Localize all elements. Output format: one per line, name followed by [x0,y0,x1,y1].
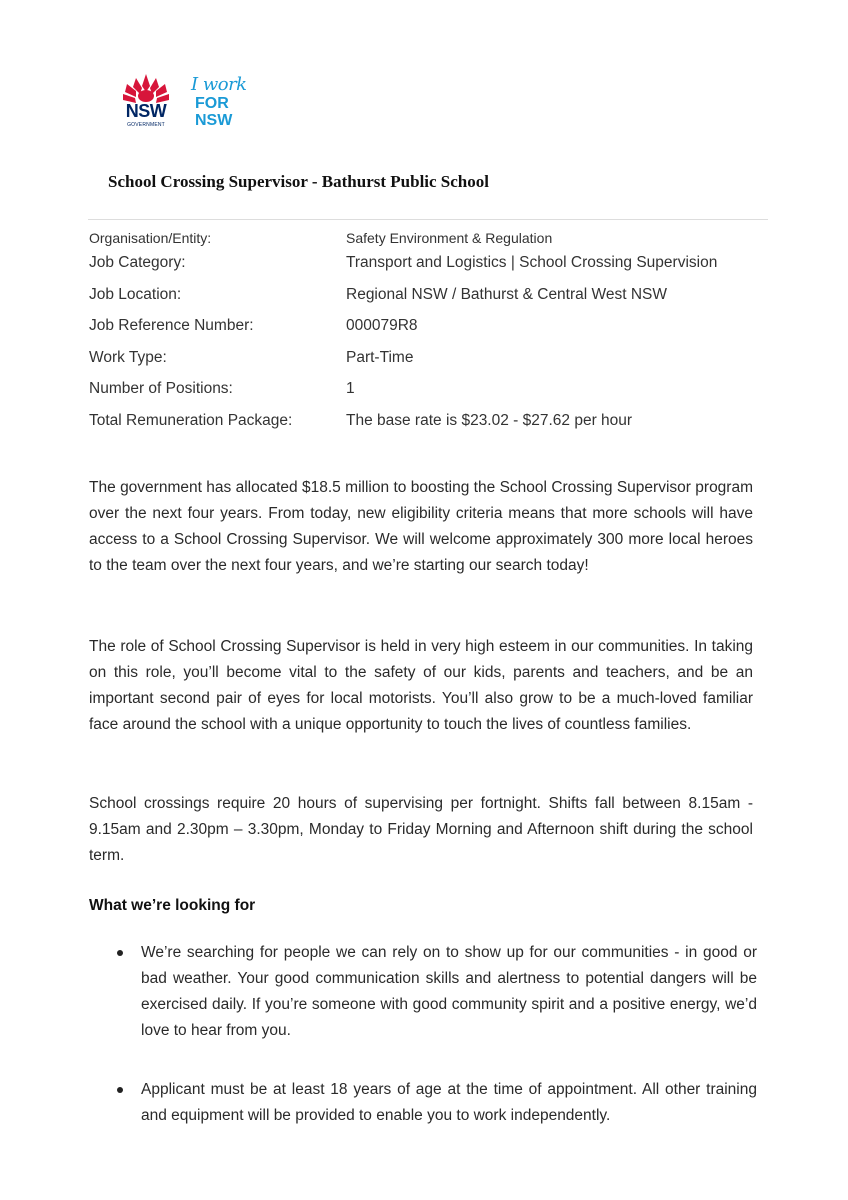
detail-label: Work Type: [89,348,167,366]
detail-row-organisation [89,230,769,254]
detail-row-category [89,254,769,286]
list-item [117,1077,757,1129]
paragraph-hours: School crossings require 20 hours of supervising per fortnight. Shifts fall between 8.15am - 9.15am and 2.30pm – 3.30pm, Monday to Friday Morning and Afternoon shift during the school term. [89,795,753,864]
list-item-text: We’re searching for people we can rely on to show up for our communities - in good or bad weather. Your good communication skills and alertness to potential dangers will be exercised daily. If you’re someone with good community spirit and a positive energy, we’d love to hear from you. [141,944,757,1039]
detail-value: 000079R8 [346,317,418,334]
bullet-icon [117,950,123,956]
list-item-text: Applicant must be at least 18 years of age at the time of appointment. All other training and equipment will be provided to enable you to work independently. [141,1081,757,1124]
divider [88,219,768,220]
logo [117,72,252,134]
detail-row-location [89,286,769,318]
detail-label: Job Reference Number: [89,317,254,334]
paragraph-role: The role of School Crossing Supervisor is held in very high esteem in our communities. In taking on this role, you’ll become vital to the safety of our kids, parents and teachers, and be an important second pair of eyes for local motorists. You’ll also grow to be a much-loved familiar face around the school with a unique opportunity to touch the lives of countless families. [89,638,753,733]
job-title: School Crossing Supervisor - Bathurst Public School [108,172,489,191]
job-details [89,230,769,443]
detail-value: Part-Time [346,348,414,366]
paragraph-funding: The government has allocated $18.5 million to boosting the School Crossing Supervisor program over the next four years. From today, new eligibility criteria means that more schools will have access to a School Crossing Supervisor. We will welcome approximately 300 more local heroes to the team over the next four years, and we’re starting our search today! [89,479,753,574]
detail-label: Organisation/Entity: [89,230,212,246]
government-label: GOVERNMENT [127,122,165,128]
detail-value: Transport and Logistics | School Crossing Supervision [346,254,718,271]
detail-row-positions [89,380,769,412]
detail-value: Regional NSW / Bathurst & Central West NSW [346,285,668,303]
detail-label: Number of Positions: [89,380,233,397]
looking-for-heading: What we’re looking for [89,897,256,914]
tagline-line2: FOR [195,95,229,112]
tagline-line3: NSW [195,112,233,129]
detail-value: Safety Environment & Regulation [346,230,553,246]
detail-row-reference [89,317,769,349]
list-item [117,940,757,1044]
detail-value: 1 [346,380,355,397]
detail-value: The base rate is $23.02 - $27.62 per hour [346,411,633,429]
detail-label: Total Remuneration Package: [89,411,293,429]
detail-label: Job Location: [89,285,182,303]
detail-row-work-type [89,349,769,381]
detail-label: Job Category: [89,254,186,271]
i-work-for-nsw-logo [191,76,253,134]
bullet-icon [117,1087,123,1093]
detail-row-remuneration [89,412,769,444]
nsw-wordmark: NSW [125,101,167,121]
tagline-line1: I work [191,74,247,95]
